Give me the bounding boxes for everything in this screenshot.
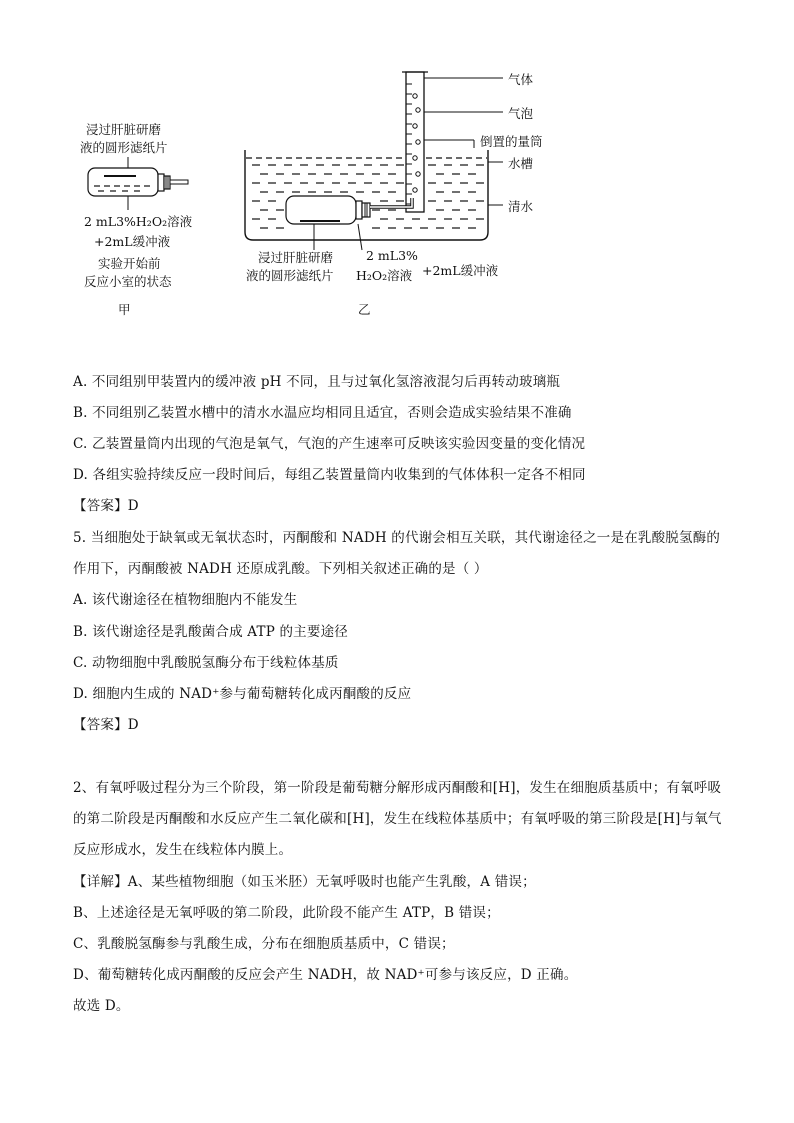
jia-reaction-chamber <box>88 157 188 210</box>
label-bubble: 气泡 <box>508 106 534 121</box>
jia-caption-top-2: 液的圆形滤纸片 <box>80 140 168 155</box>
yi-water-trough <box>245 72 503 250</box>
analysis-detail-d: D、葡萄糖转化成丙酮酸的反应会产生 NADH，故 NAD⁺可参与该反应，D 正确。 <box>73 967 578 983</box>
analysis-detail-a: 【详解】A、某些植物细胞（如玉米胚）无氧呼吸时也能产生乳酸，A 错误； <box>73 874 536 890</box>
jia-caption-bottom-3: 实验开始前 <box>98 256 161 271</box>
analysis-conclusion: 故选 D。 <box>73 998 130 1014</box>
answer-q4: 【答案】D <box>73 498 139 514</box>
analysis-detail-b: B、上述途径是无氧呼吸的第二阶段，此阶段不能产生 ATP，B 错误； <box>73 905 500 921</box>
q4-option-d: D. 各组实验持续反应一段时间后，每组乙装置量筒内收集到的气体体积一定各不相同 <box>73 467 586 483</box>
q5-stem-line-2: 作用下，丙酮酸被 NADH 还原成乳酸。下列相关叙述正确的是（ ） <box>73 561 488 577</box>
q5-option-c: C. 动物细胞中乳酸脱氢酶分布于线粒体基质 <box>73 655 339 671</box>
label-gas: 气体 <box>508 72 534 87</box>
yi-caption-left-2: 液的圆形滤纸片 <box>246 268 334 283</box>
yi-caption-right: +2mL缓冲液 <box>422 263 499 278</box>
q5-option-d: D. 细胞内生成的 NAD⁺参与葡萄糖转化成丙酮酸的反应 <box>73 686 412 702</box>
q5-stem-line-1: 5. 当细胞处于缺氧或无氧状态时，丙酮酸和 NADH 的代谢会相互关联，其代谢途径之一是在乳酸脱氢酶的 <box>73 530 721 546</box>
figure-label-yi: 乙 <box>358 302 371 317</box>
analysis-line-1: 2、有氧呼吸过程分为三个阶段，第一阶段是葡萄糖分解形成丙酮酸和[H]，发生在细胞质基质中；有氧呼吸 <box>73 780 722 796</box>
jia-caption-bottom-2: +2mL缓冲液 <box>94 234 171 249</box>
answer-q5: 【答案】D <box>73 717 139 733</box>
figure-label-jia: 甲 <box>118 302 131 317</box>
analysis-line-2: 的第二阶段是丙酮酸和水反应产生二氧化碳和[H]，发生在线粒体基质中；有氧呼吸的第三阶段是[H]与氧气 <box>73 811 722 827</box>
label-water-trough: 水槽 <box>508 156 534 171</box>
q5-option-a: A. 该代谢途径在植物细胞内不能发生 <box>73 592 298 608</box>
analysis-line-3: 反应形成水，发生在线粒体内膜上。 <box>73 842 293 858</box>
yi-caption-mid-1: 2 mL3% <box>366 248 418 263</box>
q4-option-a: A. 不同组别甲装置内的缓冲液 pH 不同，且与过氧化氢溶液混匀后再转动玻璃瓶 <box>73 374 561 390</box>
q5-option-b: B. 该代谢途径是乳酸菌合成 ATP 的主要途径 <box>73 624 348 640</box>
yi-caption-mid-2: H₂O₂溶液 <box>356 268 413 283</box>
q4-option-c: C. 乙装置量筒内出现的气泡是氧气，气泡的产生速率可反映该实验因变量的变化情况 <box>73 436 586 452</box>
jia-caption-bottom-1: 2 mL3%H₂O₂溶液 <box>84 214 193 229</box>
yi-caption-left-1: 浸过肝脏研磨 <box>258 250 334 265</box>
jia-caption-bottom-4: 反应小室的状态 <box>84 274 172 289</box>
label-clear-water: 清水 <box>508 199 534 214</box>
analysis-detail-c: C、乳酸脱氢酶参与乳酸生成，分布在细胞质基质中，C 错误； <box>73 936 455 952</box>
q4-option-b: B. 不同组别乙装置水槽中的清水水温应均相同且适宜，否则会造成实验结果不准确 <box>73 405 572 421</box>
jia-caption-top-1: 浸过肝脏研磨 <box>86 122 162 137</box>
label-inverted-cylinder: 倒置的量筒 <box>480 134 543 149</box>
